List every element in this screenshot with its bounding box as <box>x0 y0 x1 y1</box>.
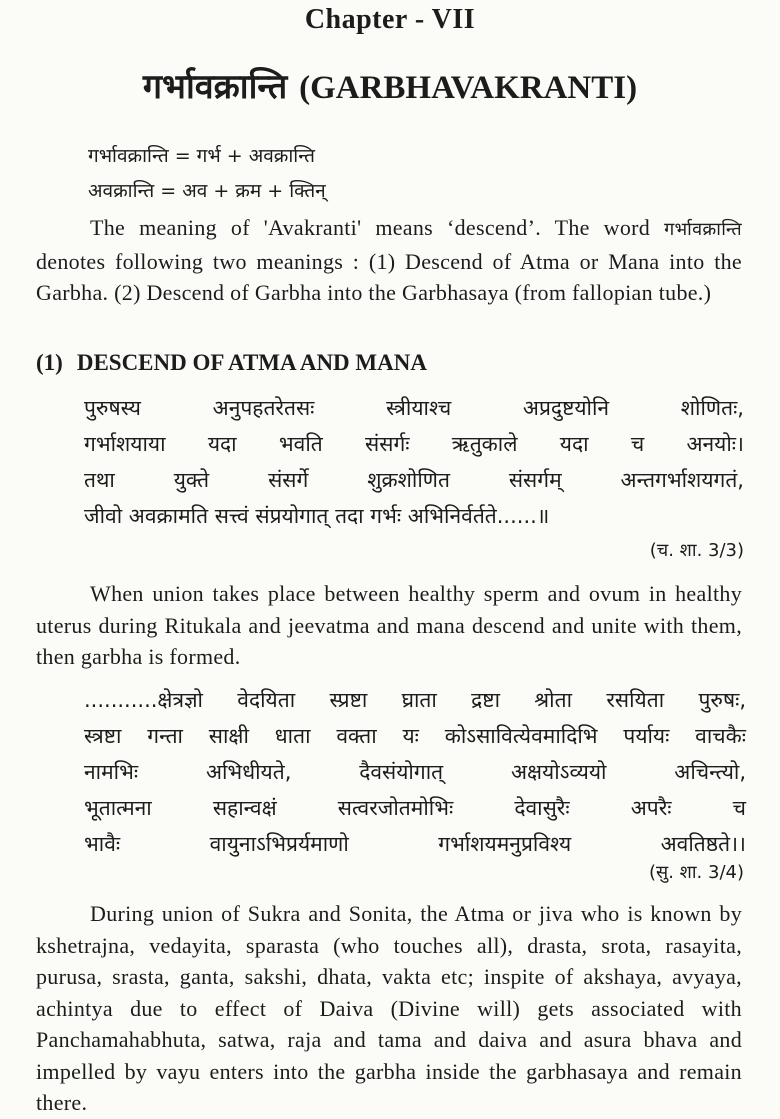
verse-line: नामभिः अभिधीयते, दैवसंयोगात् अक्षयोऽव्ययो अचिन्त्यो, <box>84 760 746 784</box>
verse-line: ...........क्षेत्रज्ञो वेदयिता स्प्रष्टा घ्राता द्रष्टा श्रोता रसयिता पुरुषः, <box>84 688 746 712</box>
chapter-title <box>0 62 780 108</box>
verse-line: भावैः वायुनाऽभिप्रर्यमाणो गर्भाशयमनुप्रविश्य अवतिष्ठते।। <box>84 832 746 856</box>
verse-line: तथा युक्ते संसर्गे शुक्रशोणित संसर्गम् अन्तगर्भाशयगतं, <box>84 468 744 492</box>
verse-line: भूतात्मना सहान्वक्षं सत्वरजोतमोभिः देवासुरैः अपरैः च <box>84 796 746 820</box>
verse-charaka <box>84 390 744 534</box>
formula-garbhavakranti: गर्भावक्रान्ति = गर्भ + अवक्रान्ति <box>88 145 315 167</box>
verse-line: पुरुषस्य अनुपहतरेतसः स्त्रीयाश्च अप्रदुष्टयोनि शोणितः, <box>84 396 744 420</box>
paragraph-union: When union takes place between healthy sperm and ovum in healthy uterus during Ritukala and jeevatma and mana descend and unite with them, then garbha is formed. <box>36 581 742 669</box>
intro-text-part1: The meaning of 'Avakranti' means ‘descend’. The word <box>90 215 651 240</box>
section-heading-text: DESCEND OF ATMA AND MANA <box>76 350 427 375</box>
reference-charaka: (च. शा. 3/3) <box>649 540 744 561</box>
verse-line: स्त्रष्टा गन्ता साक्षी धाता वक्ता यः कोऽसावित्येवमादिभि पर्यायः वाचकैः <box>84 724 746 748</box>
intro-paragraph <box>36 212 742 309</box>
section-heading <box>36 350 427 376</box>
reference-sushruta: (सु. शा. 3/4) <box>649 862 744 883</box>
section-number: (1) <box>36 350 63 375</box>
verse-line: गर्भाशयाया यदा भवति संसर्गः ऋतुकाले यदा च अनयोः। <box>84 432 744 456</box>
title-latin: (GARBHAVAKRANTI) <box>299 70 638 106</box>
title-devanagari: गर्भावक्रान्ति <box>142 67 288 107</box>
paragraph-atma: During union of Sukra and Sonita, the Atma or jiva who is known by kshetrajna, vedayita, sparasta (who touches all), drasta, srota, rasayita, purusa, srasta, ganta, sakshi, dhata, vakta etc; inspite of akshaya, avyaya, achintya due to effect of Daiva (Divine will) gets associated with Panchamahabhuta, satwa, raja and tama and daiva and asura bhava and impelled by vayu enters into the garbha inside the garbhasaya and remain there. <box>36 901 742 1115</box>
formula-avakranti: अवक्रान्ति = अव + क्रम + क्तिन् <box>88 180 326 202</box>
chapter-label: Chapter - VII <box>304 4 476 35</box>
intro-term: गर्भावक्रान्ति <box>664 219 742 240</box>
verse-line: जीवो अवक्रामति सत्त्वं संप्रयोगात् तदा गर्भः अभिनिर्वर्तते......॥ <box>84 504 550 528</box>
intro-text-part2: denotes following two meanings : (1) Descend of Atma or Mana into the Garbha. (2) Descend of Garbha into the Garbhasaya (from fallopian tube.) <box>36 248 742 305</box>
verse-sushruta <box>84 682 746 862</box>
